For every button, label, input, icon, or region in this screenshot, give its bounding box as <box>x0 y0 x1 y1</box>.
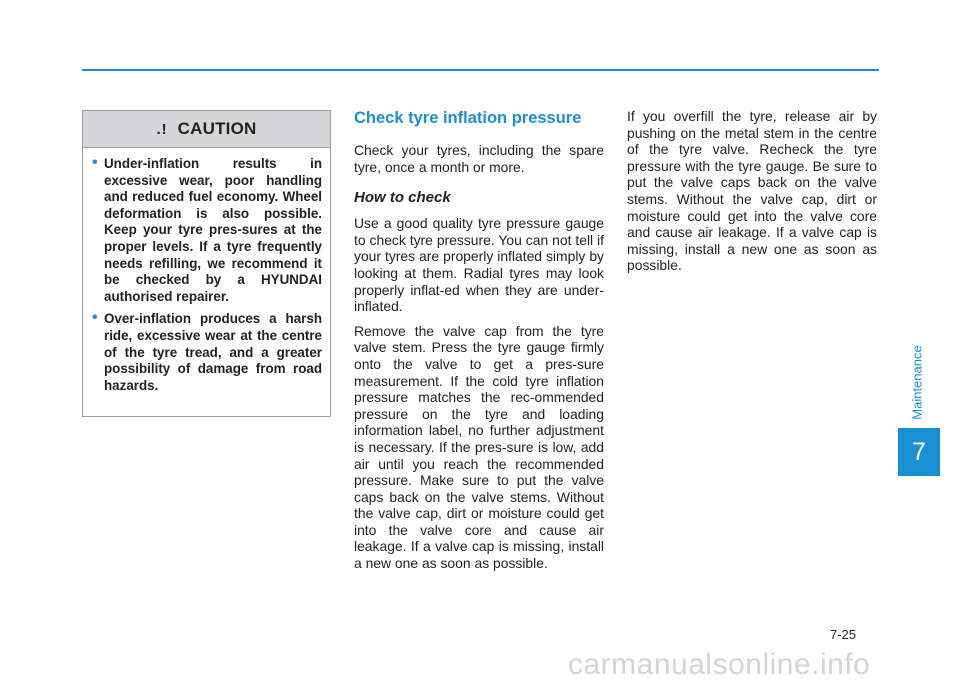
caution-box <box>82 110 331 417</box>
caution-list <box>83 148 330 394</box>
caution-item: • Under-inflation results in excessive wear, poor handling and reduced fuel economy. Wheel deformation is also possible. Keep your tyre pres-sures at the proper levels. If a tyre frequently needs refilling, we recommend it be checked by a HYUNDAI authorised repairer. <box>92 154 322 304</box>
warning-icon: .! <box>156 120 168 138</box>
page-number: 7-25 <box>830 627 857 642</box>
middle-column <box>354 108 604 580</box>
caution-header <box>83 111 330 148</box>
bullet-icon: • <box>92 309 98 327</box>
chapter-label: Maintenance <box>909 344 925 420</box>
section-title: Check tyre inflation pressure <box>354 109 582 127</box>
overfill-paragraph: If you overfill the tyre, release air by pushing on the metal stem in the centre of the tyre valve. Recheck the tyre pressure with the tyre gauge. Be sure to put the valve caps back on the valve stems. Without the valve cap, dirt or moisture could get into the valve core and cause air leakage. If a valve cap is missing, install a new one as soon as possible. <box>627 108 877 274</box>
body-paragraph: Use a good quality tyre pressure gauge to check tyre pressure. You can not tell if your tyres are properly inflated simply by looking at them. Radial tyres may look properly inflat-ed when they are under-inflated. <box>354 215 604 315</box>
bullet-icon: • <box>92 154 98 171</box>
subheading: How to check <box>354 189 451 207</box>
caution-item: • Over-inflation produces a harsh ride, excessive wear at the centre of the tyre tread, and a greater possibility of damage from road hazards. <box>92 309 322 393</box>
watermark: carmanualsonline.info <box>568 648 871 681</box>
intro-paragraph: Check your tyres, including the spare tyre, once a month or more. <box>354 142 604 175</box>
top-rule <box>82 69 879 71</box>
chapter-tab: 7 <box>898 428 940 476</box>
right-column <box>627 108 877 282</box>
body-paragraph: Remove the valve cap from the tyre valve stem. Press the tyre gauge firmly onto the valve to get a pres-sure measurement. If the cold tyre inflation pressure matches the rec-ommended pressure on the tyre and loading information label, no further adjustment is necessary. If the pres-sure is low, add air until you reach the recommended pressure. Make sure to put the valve caps back on the valve stems. Without the valve cap, dirt or moisture could get into the valve core and cause air leakage. If a valve cap is missing, install a new one as soon as possible. <box>354 322 604 572</box>
caution-title: CAUTION <box>177 119 257 138</box>
